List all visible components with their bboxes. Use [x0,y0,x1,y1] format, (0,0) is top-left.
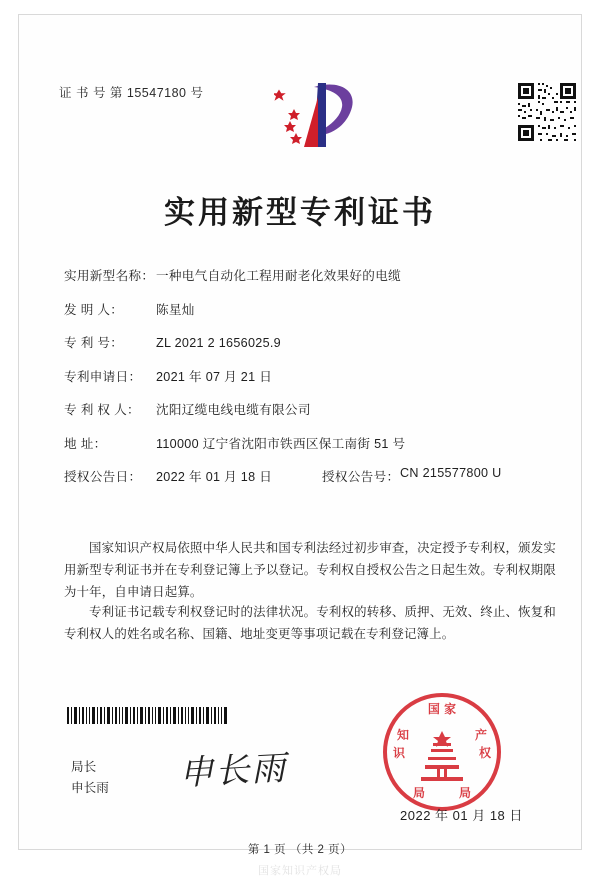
director-name-label: 申长雨 [71,781,109,795]
field-address [64,433,554,452]
field-label-grant-number: 授权公告号： [322,470,400,484]
paragraph-registry-statement: 专利证书记载专利权登记时的法律状况。专利权的转移、质押、无效、终止、恢复和专利权人的姓名或名称、国籍、地址变更等事项记载在专利登记簿上。 [64,605,556,641]
field-value: 一种电气自动化工程用耐老化效果好的电缆 [156,269,401,283]
field-value-grant-date: 2022 年 01 月 18 日 [156,470,273,484]
svg-text:识: 识 [392,746,406,760]
field-label: 发 明 人： [64,302,124,317]
svg-text:局: 局 [458,786,472,800]
field-application-date [64,366,554,385]
field-value: 110000 辽宁省沈阳市铁西区保工南街 51 号 [156,436,406,451]
svg-text:国 家: 国 家 [427,702,457,716]
field-value: 2021 年 07 月 21 日 [156,369,273,384]
field-value: 沈阳辽缆电线电缆有限公司 [156,403,311,417]
paragraph-grant-statement: 国家知识产权局依照中华人民共和国专利法经过初步审查，决定授予专利权，颁发实用新型专利证书并在专利登记簿上予以登记。专利权自授权公告之日起生效。专利权期限为十年，自申请日起算。 [64,541,556,599]
svg-text:局: 局 [412,786,426,800]
seal-date: 2022 年 01 月 18 日 [400,808,523,823]
field-label: 实用新型名称： [64,269,155,283]
field-utility-model-name [64,265,554,284]
field-value: 陈星灿 [156,302,195,317]
field-patent-number [64,332,554,351]
field-list [64,265,554,500]
field-grant-row [64,466,554,485]
field-value-grant-number: CN 215577800 U [400,466,502,480]
patent-office-logo-icon [274,77,366,153]
field-label: 地 址： [64,436,107,451]
svg-text:权: 权 [478,746,492,760]
watermark-text: 国家知识产权局 [258,865,342,877]
handwritten-signature: 申长雨 [178,748,289,794]
field-patentee [64,399,554,418]
field-value: ZL 2021 2 1656025.9 [156,336,281,350]
certificate-number: 证 书 号 第 15547180 号 [59,86,204,100]
page-footer: 第 1 页 （共 2 页） [247,844,353,856]
official-red-seal-icon [381,691,503,813]
field-label: 专 利 权 人： [64,403,140,417]
page-title: 实用新型专利证书 [164,195,436,231]
signature-labels [71,757,109,799]
field-label: 专 利 号： [64,336,124,350]
svg-text:产: 产 [474,728,488,742]
field-label-grant-date: 授权公告日： [64,470,142,484]
qr-code-icon [516,81,578,143]
barcode [67,707,227,724]
field-inventor [64,299,554,318]
field-label: 专利申请日： [64,369,142,384]
svg-text:知: 知 [396,728,410,742]
director-title-label: 局长 [71,760,97,774]
certificate-sheet [18,14,582,856]
